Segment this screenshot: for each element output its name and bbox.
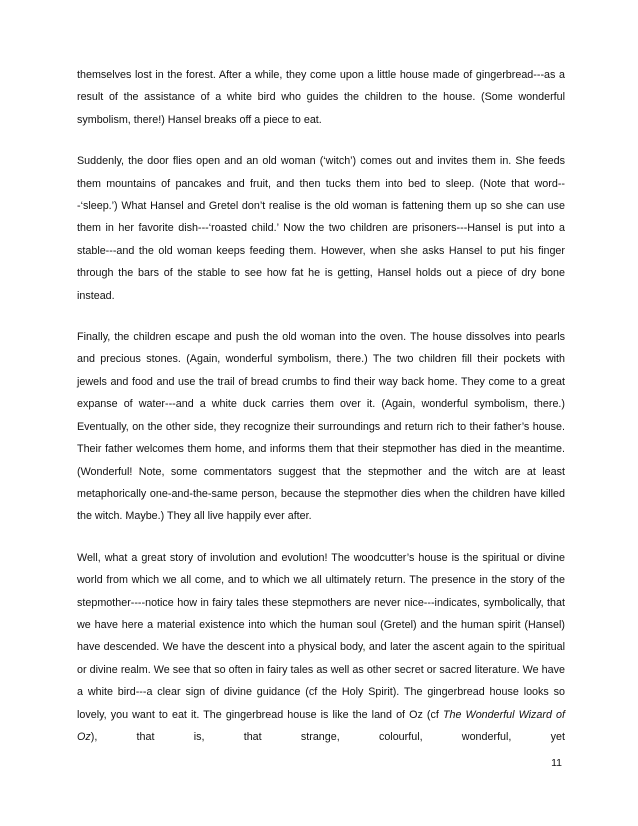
paragraph-text: themselves lost in the forest. After a while, they come upon a little house made of gingerbread---as a result of the assistance of a white bird who guides the children to the house. (Some wonderful symbolism, there!) Hansel breaks off a piece to eat. xyxy=(77,69,565,126)
body-text xyxy=(77,64,565,748)
paragraph xyxy=(77,547,565,749)
paragraph-text: Well, what a great story of involution and evolution! The woodcutter’s house is the spiritual or divine world from which we all come, and to which we all ultimately return. The presence in the story of the stepmother----notice how in fairy tales these stepmothers are never nice---indicates, symbolically, that we have here a material existence into which the human soul (Gretel) and the human spirit (Hansel) have descended. We have the descent into a physical body, and later the ascent again to the spiritual or divine realm. We see that so often in fairy tales as well as other secret or sacred literature. We have a white bird---a clear sign of divine guidance (cf the Holy Spirit). The gingerbread house looks so lovely, you want to eat it. The gingerbread house is like the land of Oz (cf xyxy=(77,551,565,721)
paragraph-text: Suddenly, the door flies open and an old woman (‘witch’) comes out and invites them in. She feeds them mountains of pancakes and fruit, and then tucks them into bed to sleep. (Note that word---‘sleep.’) What Hansel and Gretel don’t realise is the old woman is fattening them up so she can use them in her favorite dish---‘roasted child.’ Now the two children are prisoners---Hansel is put into a stable---and the old woman keeps feeding them. However, when she asks Hansel to put his finger through the bars of the stable to see how fat he is getting, Hansel holds out a piece of dry bone instead. xyxy=(77,155,565,302)
paragraph xyxy=(77,150,565,307)
paragraph xyxy=(77,326,565,528)
paragraph-text: ), that is, that strange, colourful, wonderful, yet xyxy=(90,730,565,743)
page-number: 11 xyxy=(551,757,562,769)
paragraph-text: Finally, the children escape and push the old woman into the oven. The house dissolves into pearls and precious stones. (Again, wonderful symbolism, there.) The two children fill their pockets with jewels and food and use the trail of bread crumbs to find their way back home. They come to a great expanse of water---and a white duck carries them over it. (Again, wonderful symbolism, there.) Eventually, on the other side, they recognize their surroundings and return rich to their father’s house. Their father welcomes them home, and informs them that their stepmother has died in the meantime. (Wonderful! Note, some commentators suggest that the stepmother and the witch are at least metaphorically one-and-the-same person, because the stepmother dies when the children have killed the witch. Maybe.) They all live happily ever after. xyxy=(77,331,565,523)
paragraph xyxy=(77,64,565,131)
book-title: The Wonderful Wizard of Oz xyxy=(77,708,566,743)
